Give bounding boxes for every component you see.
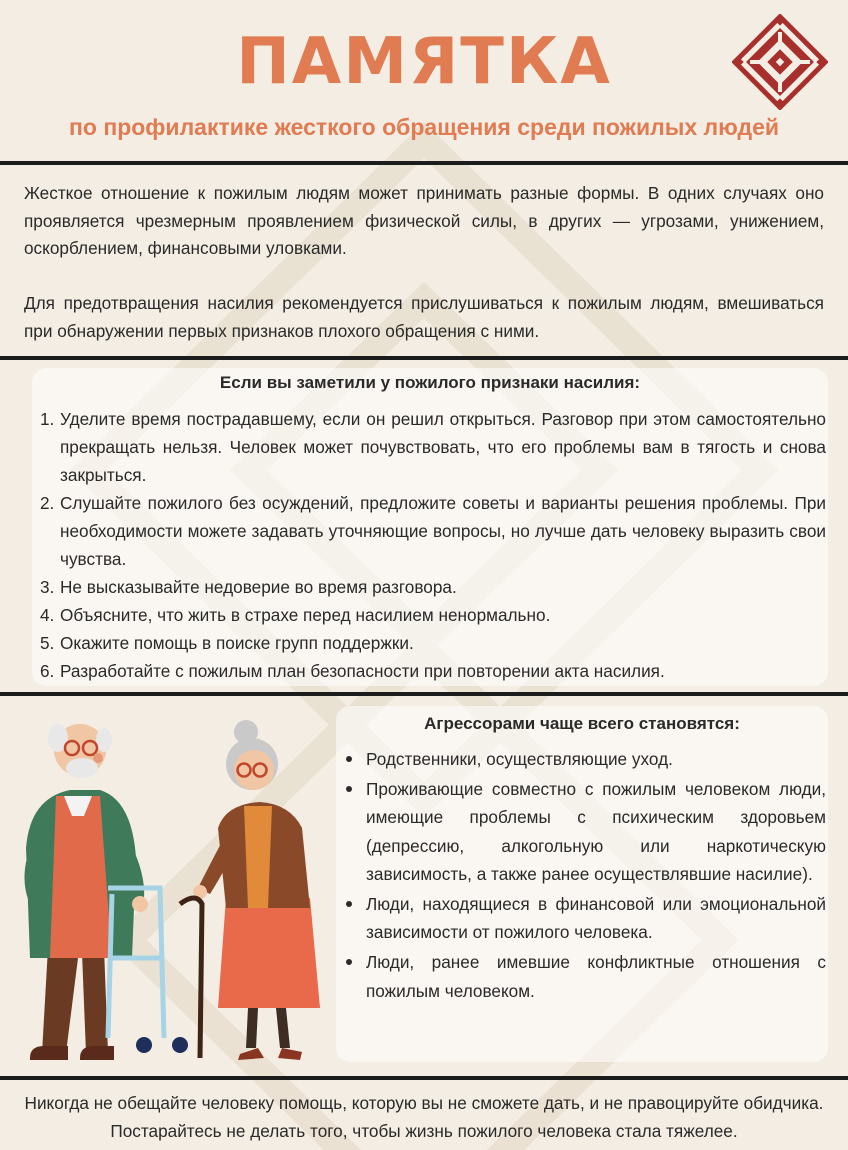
page-subtitle: по профилактике жесткого обращения среди пожилых людей (68, 114, 779, 140)
list-item: Проживающие совместно с пожилым человеком люди, имеющие проблемы с психическим здоровьем (депрессию, алкогольную или наркотическую зависимость, а также ранее осуществлявшие насилие). (344, 775, 826, 889)
ornament-logo-icon (732, 14, 828, 110)
signs-title: Если вы заметили у пожилого признаки насилия: (219, 373, 641, 392)
list-item: Родственники, осуществляющие уход. (344, 745, 826, 773)
divider-3 (0, 692, 848, 696)
bullet-icon (346, 756, 352, 762)
page-header (0, 0, 848, 163)
elderly-couple-illustration (20, 708, 330, 1068)
list-item: 2. Слушайте пожилого без осуждений, предложите советы и варианты решения проблемы. При необходимости можете задавать уточняющие вопросы, но лучше дать человеку выразить свои чувства. (40, 493, 826, 569)
list-item: Люди, находящиеся в финансовой или эмоциональной зависимости от пожилого человека. (344, 890, 826, 947)
footer-note: Никогда не обещайте человеку помощь, которую вы не сможете дать, и не правоцируйте обидчика. Постарайтесь не делать того, чтобы жизнь пожилого человека стала тяжелее. (24, 1093, 824, 1141)
aggressors-title: Агрессорами чаще всего становятся: (424, 714, 740, 733)
list-item: 1. Уделите время пострадавшему, если он решил открыться. Разговор при этом самостоятельно прекращать нельзя. Человек может почувствовать, что его проблемы вам в тягость и снова закрыться. (40, 409, 826, 485)
divider-4 (0, 1076, 848, 1080)
elderly-man-figure (24, 724, 188, 1060)
signs-list (36, 405, 826, 685)
page-title: ПАМЯТКА (236, 25, 612, 99)
bullet-icon (346, 786, 352, 792)
elderly-woman-figure (180, 720, 320, 1060)
divider-2 (0, 356, 848, 360)
list-item: 5. Окажите помощь в поиске групп поддержки. (40, 633, 414, 653)
intro-paragraph-1: Жесткое отношение к пожилым людям может принимать разные формы. В одних случаях оно проявляется чрезмерным проявлением физической силы, в других — угрозами, унижением, оскорблением, финансовыми уловками. (24, 183, 824, 258)
bullet-icon (346, 959, 352, 965)
bullet-icon (346, 901, 352, 907)
list-item: Люди, ранее имевшие конфликтные отношения с пожилым человеком. (344, 948, 826, 1005)
divider-1 (0, 161, 848, 165)
intro-paragraph-2: Для предотвращения насилия рекомендуется прислушиваться к пожилым людям, вмешиваться при обнаружении первых признаков плохого обращения с ними. (24, 293, 824, 341)
list-item: 3. Не высказывайте недоверие во время разговора. (40, 577, 457, 597)
aggressors-list (344, 745, 826, 1007)
list-item: 4. Объясните, что жить в страхе перед насилием ненормально. (40, 605, 551, 625)
list-item: 6. Разработайте с пожилым план безопасности при повторении акта насилия. (40, 661, 665, 681)
